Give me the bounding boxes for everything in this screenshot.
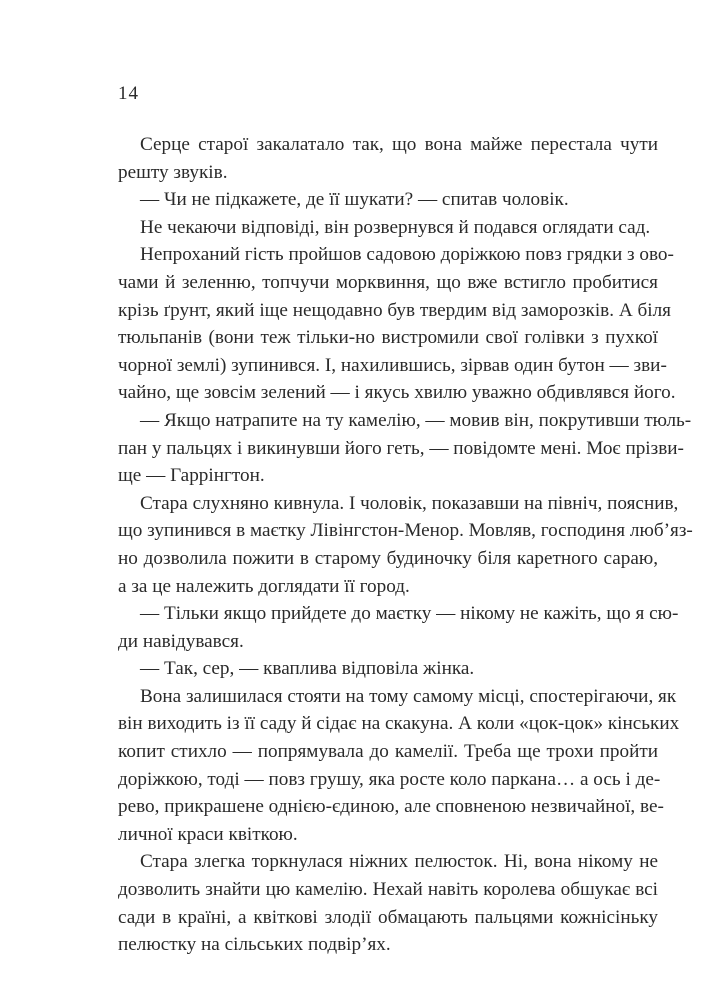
text-line: Стара злегка торкнулася ніжних пелюсток. Ні, вона нікому не [140, 851, 658, 873]
text-line: дозволить знайти цю камелію. Нехай навіть королева обшукає всі [118, 879, 658, 901]
text-line: що зупинився в маєтку Лівінгстон-Менор. Мовляв, господиня люб’яз- [118, 520, 693, 542]
text-line: Непроханий гість пройшов садовою доріжкою повз грядки з ово- [140, 244, 674, 266]
text-line: чорної землі) зупинився. І, нахилившись, зірвав один бутон — зви- [118, 354, 667, 376]
text-line: копит стихло — попрямувала до камелії. Треба ще трохи пройти [118, 741, 658, 763]
text-line: — Тільки якщо прийдете до маєтку — нікому не кажіть, що я сю- [140, 603, 679, 625]
page-number: 14 [118, 83, 139, 104]
text-line: — Чи не підкажете, де її шукати? — спитав чоловік. [140, 189, 569, 211]
text-line: доріжкою, тоді — повз грушу, яка росте коло паркана… а ось і де- [118, 768, 661, 790]
text-line: сади в країні, а квіткові злодії обмацають пальцями кожнісіньку [118, 906, 658, 928]
text-line: а за це належить доглядати її город. [118, 575, 410, 597]
text-line: чайно, ще зовсім зелений — і якусь хвилю уважно обдивлявся його. [118, 382, 676, 404]
body-text [118, 131, 693, 959]
text-line: Стара слухняно кивнула. І чоловік, показавши на північ, пояснив, [140, 492, 679, 514]
text-line: личної краси квіткою. [118, 823, 298, 845]
text-line: ще — Гаррінгтон. [118, 465, 265, 487]
text-line: решту звуків. [118, 161, 228, 183]
text-line: Серце старої закалатало так, що вона майже перестала чути [140, 134, 658, 155]
text-line: Вона залишилася стояти на тому самому місці, спостерігаючи, як [140, 685, 677, 707]
text-line: — Якщо натрапите на ту камелію, — мовив він, покрутивши тюль- [140, 409, 692, 431]
text-line: — Так, сер, — кваплива відповіла жінка. [140, 658, 475, 680]
text-line: пелюстку на сільських подвір’ях. [118, 934, 391, 956]
text-line: рево, прикрашене однією-єдиною, але сповненою незвичайної, ве- [118, 796, 664, 818]
text-line: він виходить із її саду й сідає на скакуна. А коли «цок-цок» кінських [118, 713, 680, 735]
text-line: чами й зеленню, топчучи морквиння, що вже встигло пробитися [118, 271, 658, 293]
text-line: Не чекаючи відповіді, він розвернувся й подався оглядати сад. [140, 216, 651, 238]
text-line: пан у пальцях і викинувши його геть, — повідомте мені. Моє прізви- [118, 437, 684, 459]
text-line: крізь ґрунт, який іще нещодавно був твердим від заморозків. А біля [118, 299, 671, 321]
text-line: тюльпанів (вони теж тільки-но вистромили свої голівки з пухкої [118, 327, 658, 349]
text-line: ди навідувався. [118, 630, 244, 652]
text-line: но дозволила пожити в старому будиночку біля каретного сараю, [118, 547, 658, 569]
